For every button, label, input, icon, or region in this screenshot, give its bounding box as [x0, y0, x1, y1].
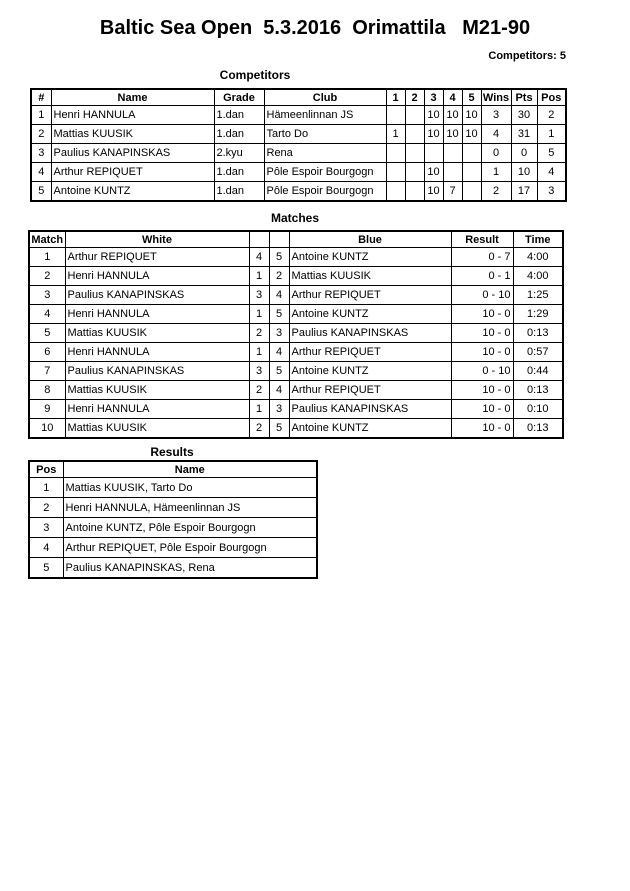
- competitor-name-cell: Henri HANNULA: [51, 106, 214, 125]
- col-header-opp-5: 5: [462, 89, 481, 106]
- blue-player-cell: Arthur REPIQUET: [289, 343, 451, 362]
- match-result-cell: 10 - 0: [451, 324, 513, 343]
- white-player-cell: Henri HANNULA: [65, 267, 249, 286]
- result-pos-cell: 4: [29, 538, 63, 558]
- competitor-pts-cell: 17: [511, 182, 537, 202]
- score-vs-opponent-2-cell: [405, 163, 424, 182]
- competitor-wins-cell: 4: [481, 125, 511, 144]
- blue-player-cell: Paulius KANAPINSKAS: [289, 324, 451, 343]
- score-vs-opponent-1-cell: [386, 144, 405, 163]
- match-time-cell: 0:57: [513, 343, 563, 362]
- score-vs-opponent-2-cell: [405, 182, 424, 202]
- match-time-cell: 0:13: [513, 419, 563, 439]
- competitor-pts-cell: 30: [511, 106, 537, 125]
- match-result-cell: 0 - 7: [451, 248, 513, 267]
- match-number-cell: 7: [29, 362, 65, 381]
- match-number-cell: 6: [29, 343, 65, 362]
- competitors-header-row: [31, 89, 566, 106]
- match-row: [29, 305, 563, 324]
- result-name-cell: Mattias KUUSIK, Tarto Do: [63, 478, 317, 498]
- col-header-opp-1: 1: [386, 89, 405, 106]
- match-number-cell: 8: [29, 381, 65, 400]
- blue-player-number-cell: 5: [269, 305, 289, 324]
- competitor-row: [31, 106, 566, 125]
- match-row: [29, 267, 563, 286]
- match-row: [29, 419, 563, 439]
- white-player-cell: Mattias KUUSIK: [65, 381, 249, 400]
- col-header-number: #: [31, 89, 51, 106]
- competitor-pts-cell: 31: [511, 125, 537, 144]
- blue-player-number-cell: 2: [269, 267, 289, 286]
- score-vs-opponent-1-cell: [386, 106, 405, 125]
- competitor-name-cell: Antoine KUNTZ: [51, 182, 214, 202]
- result-row: [29, 478, 317, 498]
- result-pos-cell: 5: [29, 558, 63, 579]
- match-number-cell: 10: [29, 419, 65, 439]
- competitor-row: [31, 182, 566, 202]
- competitor-number-cell: 3: [31, 144, 51, 163]
- competitor-pos-cell: 5: [537, 144, 566, 163]
- competitors-table: [30, 88, 567, 202]
- white-player-number-cell: 2: [249, 381, 269, 400]
- match-number-cell: 4: [29, 305, 65, 324]
- result-pos-cell: 3: [29, 518, 63, 538]
- score-vs-opponent-4-cell: 10: [443, 106, 462, 125]
- competitor-grade-cell: 1.dan: [214, 163, 264, 182]
- score-vs-opponent-5-cell: [462, 182, 481, 202]
- result-pos-cell: 2: [29, 498, 63, 518]
- match-time-cell: 4:00: [513, 267, 563, 286]
- blue-player-number-cell: 5: [269, 248, 289, 267]
- score-vs-opponent-2-cell: [405, 144, 424, 163]
- competitor-row: [31, 125, 566, 144]
- competitor-club-cell: Rena: [264, 144, 386, 163]
- white-player-number-cell: 1: [249, 305, 269, 324]
- blue-player-number-cell: 4: [269, 343, 289, 362]
- white-player-number-cell: 1: [249, 400, 269, 419]
- white-player-number-cell: 1: [249, 267, 269, 286]
- match-time-cell: 0:10: [513, 400, 563, 419]
- col-header-pts: Pts: [511, 89, 537, 106]
- score-vs-opponent-5-cell: [462, 144, 481, 163]
- blue-player-number-cell: 3: [269, 400, 289, 419]
- score-vs-opponent-2-cell: [405, 106, 424, 125]
- competitor-pts-cell: 10: [511, 163, 537, 182]
- competitor-number-cell: 4: [31, 163, 51, 182]
- matches-section-heading: Matches: [270, 211, 320, 225]
- white-player-cell: Paulius KANAPINSKAS: [65, 362, 249, 381]
- competitor-name-cell: Arthur REPIQUET: [51, 163, 214, 182]
- white-player-cell: Arthur REPIQUET: [65, 248, 249, 267]
- score-vs-opponent-3-cell: 10: [424, 182, 443, 202]
- match-number-cell: 3: [29, 286, 65, 305]
- match-result-cell: 10 - 0: [451, 343, 513, 362]
- result-name-cell: Paulius KANAPINSKAS, Rena: [63, 558, 317, 579]
- white-player-cell: Henri HANNULA: [65, 400, 249, 419]
- white-player-cell: Paulius KANAPINSKAS: [65, 286, 249, 305]
- col-header-spacer-2: [269, 231, 289, 248]
- competitor-name-cell: Mattias KUUSIK: [51, 125, 214, 144]
- blue-player-cell: Mattias KUUSIK: [289, 267, 451, 286]
- results-header-row: [29, 461, 317, 478]
- col-header-pos: Pos: [537, 89, 566, 106]
- match-number-cell: 9: [29, 400, 65, 419]
- match-time-cell: 0:13: [513, 381, 563, 400]
- match-number-cell: 1: [29, 248, 65, 267]
- blue-player-cell: Antoine KUNTZ: [289, 419, 451, 439]
- result-name-cell: Henri HANNULA, Hämeenlinnan JS: [63, 498, 317, 518]
- competitor-wins-cell: 1: [481, 163, 511, 182]
- match-row: [29, 324, 563, 343]
- blue-player-cell: Arthur REPIQUET: [289, 286, 451, 305]
- competitor-wins-cell: 3: [481, 106, 511, 125]
- match-time-cell: 0:44: [513, 362, 563, 381]
- result-name-cell: Arthur REPIQUET, Pôle Espoir Bourgogn: [63, 538, 317, 558]
- match-row: [29, 286, 563, 305]
- score-vs-opponent-4-cell: 10: [443, 125, 462, 144]
- score-vs-opponent-5-cell: [462, 163, 481, 182]
- competitor-grade-cell: 1.dan: [214, 106, 264, 125]
- competitors-section-heading: Competitors: [219, 68, 291, 82]
- competitor-grade-cell: 1.dan: [214, 125, 264, 144]
- white-player-cell: Mattias KUUSIK: [65, 324, 249, 343]
- results-table: [28, 460, 318, 579]
- competitor-pos-cell: 2: [537, 106, 566, 125]
- match-time-cell: 1:29: [513, 305, 563, 324]
- white-player-number-cell: 3: [249, 362, 269, 381]
- score-vs-opponent-3-cell: [424, 144, 443, 163]
- match-time-cell: 4:00: [513, 248, 563, 267]
- competitor-number-cell: 5: [31, 182, 51, 202]
- match-result-cell: 0 - 10: [451, 286, 513, 305]
- white-player-number-cell: 2: [249, 419, 269, 439]
- matches-table-body: [29, 248, 563, 439]
- match-time-cell: 1:25: [513, 286, 563, 305]
- blue-player-number-cell: 4: [269, 381, 289, 400]
- col-header-name: Name: [51, 89, 214, 106]
- col-header-opp-4: 4: [443, 89, 462, 106]
- result-row: [29, 558, 317, 579]
- col-header-opp-2: 2: [405, 89, 424, 106]
- results-table-body: [29, 478, 317, 579]
- competitor-number-cell: 1: [31, 106, 51, 125]
- match-time-cell: 0:13: [513, 324, 563, 343]
- matches-table: [28, 230, 564, 439]
- blue-player-number-cell: 3: [269, 324, 289, 343]
- competitor-wins-cell: 0: [481, 144, 511, 163]
- results-section-heading: Results: [150, 445, 194, 459]
- matches-header-row: [29, 231, 563, 248]
- competitor-row: [31, 163, 566, 182]
- match-result-cell: 10 - 0: [451, 419, 513, 439]
- col-header-spacer-1: [249, 231, 269, 248]
- competitor-club-cell: Pôle Espoir Bourgogn: [264, 163, 386, 182]
- match-row: [29, 381, 563, 400]
- match-number-cell: 2: [29, 267, 65, 286]
- col-header-result: Result: [451, 231, 513, 248]
- result-name-cell: Antoine KUNTZ, Pôle Espoir Bourgogn: [63, 518, 317, 538]
- competitor-name-cell: Paulius KANAPINSKAS: [51, 144, 214, 163]
- score-vs-opponent-3-cell: 10: [424, 106, 443, 125]
- match-result-cell: 0 - 10: [451, 362, 513, 381]
- match-result-cell: 10 - 0: [451, 305, 513, 324]
- competitor-club-cell: Tarto Do: [264, 125, 386, 144]
- score-vs-opponent-3-cell: 10: [424, 125, 443, 144]
- score-vs-opponent-4-cell: 7: [443, 182, 462, 202]
- match-row: [29, 362, 563, 381]
- col-header-time: Time: [513, 231, 563, 248]
- col-header-white: White: [65, 231, 249, 248]
- result-row: [29, 498, 317, 518]
- competitor-club-cell: Hämeenlinnan JS: [264, 106, 386, 125]
- result-row: [29, 538, 317, 558]
- col-header-blue: Blue: [289, 231, 451, 248]
- score-vs-opponent-1-cell: [386, 182, 405, 202]
- white-player-cell: Mattias KUUSIK: [65, 419, 249, 439]
- match-result-cell: 10 - 0: [451, 381, 513, 400]
- competitor-club-cell: Pôle Espoir Bourgogn: [264, 182, 386, 202]
- col-header-grade: Grade: [214, 89, 264, 106]
- score-vs-opponent-1-cell: 1: [386, 125, 405, 144]
- col-header-result-pos: Pos: [29, 461, 63, 478]
- competitor-grade-cell: 2.kyu: [214, 144, 264, 163]
- col-header-result-name: Name: [63, 461, 317, 478]
- competitor-pos-cell: 3: [537, 182, 566, 202]
- competitor-number-cell: 2: [31, 125, 51, 144]
- competitors-count-label: Competitors: 5: [488, 50, 566, 62]
- white-player-number-cell: 3: [249, 286, 269, 305]
- result-pos-cell: 1: [29, 478, 63, 498]
- competitor-pos-cell: 4: [537, 163, 566, 182]
- col-header-club: Club: [264, 89, 386, 106]
- white-player-number-cell: 2: [249, 324, 269, 343]
- blue-player-cell: Antoine KUNTZ: [289, 362, 451, 381]
- page-title: Baltic Sea Open 5.3.2016 Orimattila M21-90: [99, 17, 531, 39]
- blue-player-cell: Arthur REPIQUET: [289, 381, 451, 400]
- col-header-wins: Wins: [481, 89, 511, 106]
- competitors-table-body: [31, 106, 566, 202]
- blue-player-number-cell: 4: [269, 286, 289, 305]
- match-row: [29, 343, 563, 362]
- blue-player-number-cell: 5: [269, 419, 289, 439]
- competitor-pts-cell: 0: [511, 144, 537, 163]
- white-player-cell: Henri HANNULA: [65, 343, 249, 362]
- score-vs-opponent-5-cell: 10: [462, 125, 481, 144]
- result-row: [29, 518, 317, 538]
- match-row: [29, 400, 563, 419]
- col-header-match: Match: [29, 231, 65, 248]
- match-row: [29, 248, 563, 267]
- score-vs-opponent-4-cell: [443, 163, 462, 182]
- blue-player-cell: Antoine KUNTZ: [289, 305, 451, 324]
- score-vs-opponent-1-cell: [386, 163, 405, 182]
- blue-player-cell: Antoine KUNTZ: [289, 248, 451, 267]
- blue-player-cell: Paulius KANAPINSKAS: [289, 400, 451, 419]
- match-number-cell: 5: [29, 324, 65, 343]
- score-vs-opponent-4-cell: [443, 144, 462, 163]
- competitor-grade-cell: 1.dan: [214, 182, 264, 202]
- score-vs-opponent-2-cell: [405, 125, 424, 144]
- col-header-opp-3: 3: [424, 89, 443, 106]
- blue-player-number-cell: 5: [269, 362, 289, 381]
- competitor-pos-cell: 1: [537, 125, 566, 144]
- white-player-cell: Henri HANNULA: [65, 305, 249, 324]
- match-result-cell: 10 - 0: [451, 400, 513, 419]
- white-player-number-cell: 1: [249, 343, 269, 362]
- competitor-row: [31, 144, 566, 163]
- competitor-wins-cell: 2: [481, 182, 511, 202]
- match-result-cell: 0 - 1: [451, 267, 513, 286]
- score-vs-opponent-3-cell: 10: [424, 163, 443, 182]
- score-vs-opponent-5-cell: 10: [462, 106, 481, 125]
- white-player-number-cell: 4: [249, 248, 269, 267]
